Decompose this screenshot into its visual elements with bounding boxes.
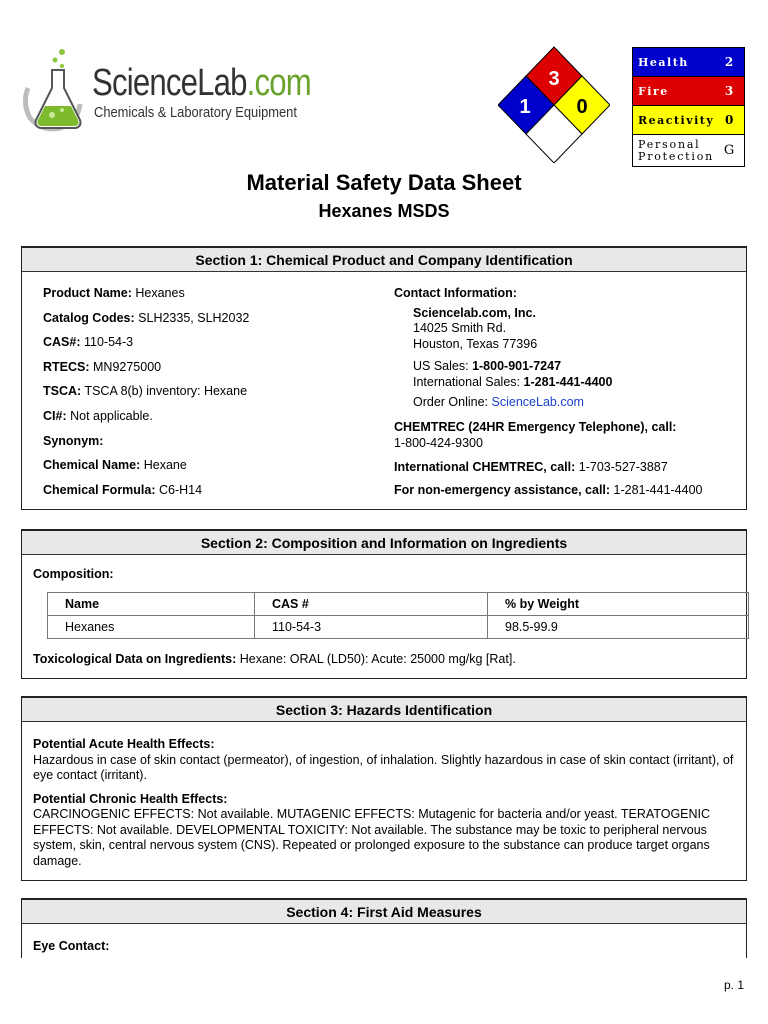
hmis-reactivity-row: Reactivity 0 xyxy=(633,106,744,135)
section-4-heading: Section 4: First Aid Measures xyxy=(22,900,746,924)
hmis-health-value: 2 xyxy=(724,55,734,69)
logo-wordmark: ScienceLab.com xyxy=(92,62,311,104)
nonemergency: For non-emergency assistance, call: 1-281-441-4400 xyxy=(394,483,703,497)
us-sales: US Sales: 1-800-901-7247 xyxy=(413,359,562,373)
intl-chemtrec: International CHEMTREC, call: 1-703-527-3887 xyxy=(394,460,668,474)
order-online-link[interactable]: ScienceLab.com xyxy=(491,395,584,409)
section-3-heading: Section 3: Hazards Identification xyxy=(22,698,746,722)
hmis-fire-value: 3 xyxy=(724,84,734,98)
hmis-rating-table xyxy=(632,47,745,167)
document-title: Material Safety Data Sheet xyxy=(246,170,522,195)
cell-weight: 98.5-99.9 xyxy=(488,616,749,639)
chronic-effects: Potential Chronic Health Effects: CARCINOGENIC EFFECTS: Not available. MUTAGENIC EFFECTS: Mutagenic for bacteria and/or yeast. TERATOGENIC EFFECTS: Not available. DEVELOPMENTAL TOXICITY: Not available. The substance may be toxic to peripheral nervous system, skin, central nervous system (CNS). Repeated or prolonged exposure to the substance can produce target organs damage. xyxy=(33,791,711,868)
hmis-fire-row: Fire 3 xyxy=(633,77,744,106)
contact-info xyxy=(394,286,739,497)
eye-contact-label: Eye Contact: xyxy=(33,939,110,953)
product-info xyxy=(43,286,373,507)
cell-name: Hexanes xyxy=(48,616,255,639)
order-online: Order Online: ScienceLab.com xyxy=(413,395,584,409)
address-line-2: Houston, Texas 77396 xyxy=(413,337,538,351)
contact-label: Contact Information: xyxy=(394,286,517,300)
section-2-heading: Section 2: Composition and Information on Ingredients xyxy=(22,531,746,555)
nfpa-diamond xyxy=(498,45,610,163)
sciencelab-logo xyxy=(22,48,311,132)
field-catalog-codes: Catalog Codes: SLH2335, SLH2032 xyxy=(43,310,250,325)
hmis-reactivity-value: 0 xyxy=(724,113,734,127)
section-1 xyxy=(21,246,747,510)
hmis-health-row: Health 2 xyxy=(633,48,744,77)
hmis-ppe-value: G xyxy=(723,143,735,158)
address-line-1: 14025 Smith Rd. xyxy=(413,321,507,335)
section-4 xyxy=(21,898,747,958)
field-chemical-name: Chemical Name: Hexane xyxy=(43,458,187,473)
header-weight: % by Weight xyxy=(488,593,749,616)
chemtrec-label: CHEMTREC (24HR Emergency Telephone), call: xyxy=(394,420,677,434)
section-1-heading: Section 1: Chemical Product and Company Identification xyxy=(22,248,746,272)
field-chemical-formula: Chemical Formula: C6-H14 xyxy=(43,482,203,497)
nfpa-reactivity-value: 0 xyxy=(576,96,588,118)
document-subtitle: Hexanes MSDS xyxy=(318,201,450,221)
field-synonym: Synonym: xyxy=(43,433,104,448)
nfpa-health-value: 1 xyxy=(519,96,531,118)
chemtrec-phone: 1-800-424-9300 xyxy=(394,436,483,450)
table-header-row xyxy=(48,593,749,616)
nfpa-fire-value: 3 xyxy=(548,68,560,90)
hmis-ppe-row: Personal Protection G xyxy=(633,135,744,166)
field-product-name: Product Name: Hexanes xyxy=(43,286,185,300)
toxicological-data: Toxicological Data on Ingredients: Hexane: ORAL (LD50): Acute: 25000 mg/kg [Rat]. xyxy=(33,652,516,666)
section-3 xyxy=(21,696,747,881)
header-cas: CAS # xyxy=(255,593,488,616)
flask-icon xyxy=(22,48,88,132)
ingredients-table xyxy=(47,592,749,639)
logo-tagline: Chemicals & Laboratory Equipment xyxy=(94,104,297,121)
composition-label: Composition: xyxy=(33,567,114,581)
field-tsca: TSCA: TSCA 8(b) inventory: Hexane xyxy=(43,384,248,399)
page-number: p. 1 xyxy=(724,978,745,992)
field-rtecs: RTECS: MN9275000 xyxy=(43,359,162,374)
header-name: Name xyxy=(48,593,255,616)
field-cas: CAS#: 110-54-3 xyxy=(43,335,134,350)
acute-effects: Potential Acute Health Effects: Hazardous in case of skin contact (permeator), of ingestion, of inhalation. Slightly hazardous in case of skin contact (irritant), of eye contact (irritant). xyxy=(33,737,734,782)
intl-sales: International Sales: 1-281-441-4400 xyxy=(413,375,613,389)
section-2 xyxy=(21,529,747,679)
field-ci: CI#: Not applicable. xyxy=(43,408,153,423)
company-name: Sciencelab.com, Inc. xyxy=(413,306,536,320)
cell-cas: 110-54-3 xyxy=(255,616,488,639)
table-row xyxy=(48,616,749,639)
